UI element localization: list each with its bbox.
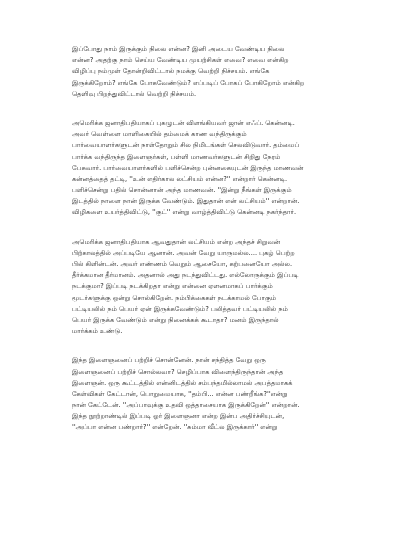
text-line: இளைஞன். ஒரு கூட்டத்தில் என்னிடத்தில் சம்பந்தமில்லாமல் அபத்தமாகக் [72, 378, 293, 387]
paragraph-4 [72, 355, 362, 433]
text-line: பட்டியலில் நம் பெயர் ஏன் இருக்கவேண்டும்? பலித்தவர் பட்டியலில் நம் [72, 304, 288, 313]
text-line: பில் கிளின்டன். அவர் எண்ணம் வெறும் ஆசையோ, கற்பனையோ அல்ல. [72, 260, 293, 268]
text-line: மூடர்களுக்கு ஒன்று சொல்கிறேன். நம்பிக்கைகள் நடக்காமல் போகும் [72, 293, 277, 302]
paragraph-1 [72, 44, 362, 100]
text-line: அமெரிக்க ஜனாதிபதியாக ஆவதுதான் லட்சியம் என்ற அந்தச் சிறுவன் [72, 237, 281, 246]
text-line: இளைஞனைப் பற்றிச் சொல்லவா? செழிப்பாக விளைந்திருந்தான் அந்த [72, 367, 284, 376]
text-line: பார்வையாளர்களுடன் நாள்தோறும் சில நிமிடங்கள் செலவிடுவார். தம்மைப் [72, 141, 300, 150]
text-line: பேசுவார். பார்வையாளர்களில் பளிச்சென்ற புன்னகையுடன் இருந்த மாணவன் [72, 163, 304, 172]
text-line: பிற்காலத்தில் அப்படியே ஆனான். அவன் வேறு யாருமல்ல.... புகழ் பெற்ற [72, 248, 295, 257]
paragraph-3 [72, 237, 362, 338]
text-line: பெயர் இருக்க வேண்டும் என்று நினைக்கக் கூடாதா? மனம் இருந்தால் [72, 315, 279, 324]
text-line: இந்த இளைஞனைப் பற்றிச் சொன்னேன். நான் சந்தித்த வேறு ஒரு [72, 356, 266, 365]
text-line: இருக்கிறோம்? எங்கே போகவேண்டும்? எப்படிப் போகப் போகிறோம் என்கிற [72, 78, 305, 87]
text-line: ''அப்பா என்ன பண்றார்?'' என்றேன். ''சும்மா வீட்ல இருக்கார்'' என்று [72, 423, 278, 432]
text-line: விழிப்பு நம்முள் தோன்றிவிட்டால் நமக்கு வெற்றி நிச்சயம். எங்கே [72, 67, 270, 76]
text-line: தீர்க்கமான தீர்மானம். அதனால் அது நடந்துவிட்டது. எல்லோருக்கும் இப்படி [72, 271, 299, 280]
text-line: நடக்குமா? இப்படி நடக்கிறதா என்று என்னை ஏளனமாகப் பார்க்கும் [72, 282, 273, 291]
text-line: இடத்தில் நாளை நான் இருக்க வேண்டும். இதுதான் என் லட்சியம்'' என்றான். [72, 197, 300, 206]
text-line: பார்க்க வந்திருந்த இளைஞர்கள், பள்ளி மாணவர்களுடன் சிறிது நேரம் [72, 152, 281, 161]
text-line: அமெரிக்க ஜனாதிபதியாகப் புகழுடன் விளங்கியவர் ஜான் எஃப். கென்னடி. [72, 118, 295, 127]
text-line: பளிச்சென்று பதில் சொன்னான் அந்த மாணவன். ''இன்று நீங்கள் இருக்கும் [72, 186, 292, 195]
text-line: கன்னத்தைத் தட்டி, ''உன் எதிர்கால லட்சியம் என்ன?'' என்றார் கென்னடி. [72, 174, 288, 183]
paragraph-2 [72, 118, 362, 219]
text-line: அவர் வெள்ளை மாளிகையில் தம்மைக் காண வந்திருக்கும் [72, 130, 247, 139]
text-line: தெளிவு பிறந்துவிட்டால் வெற்றி நிச்சயம். [72, 89, 197, 98]
text-line: என்ன? அதற்கு நாம் செய்ய வேண்டிய முயற்சிகள் எவை? எவை என்கிற [72, 56, 289, 65]
text-line: இப்போது நாம் இருக்கும் நிலை என்ன? இனி அடைய வேண்டிய நிலை [72, 45, 285, 53]
text-line: கேள்விகள் கேட்டான், பொறுமையாக, ''தம்பி... என்ன பண்றீங்க?''என்று [72, 389, 288, 398]
document-page [72, 44, 362, 452]
text-line: நான் கேட்டேன். ''அப்பாவுக்கு உதவி ஒத்தாசையாக இருக்கிறேன்'' என்றான். [72, 401, 300, 410]
text-line: விழிகளை உயர்த்திவிட்டு, ''குட்'' என்று வாழ்த்திவிட்டு கென்னடி நகர்ந்தார். [72, 208, 297, 217]
text-line: மார்க்கம் உண்டு. [72, 327, 123, 336]
text-line: இந்த நூற்றாண்டில் இப்படி ஓர் இளைஞனா என்ற இன்ப அதிர்ச்சியுடன், [72, 412, 285, 421]
